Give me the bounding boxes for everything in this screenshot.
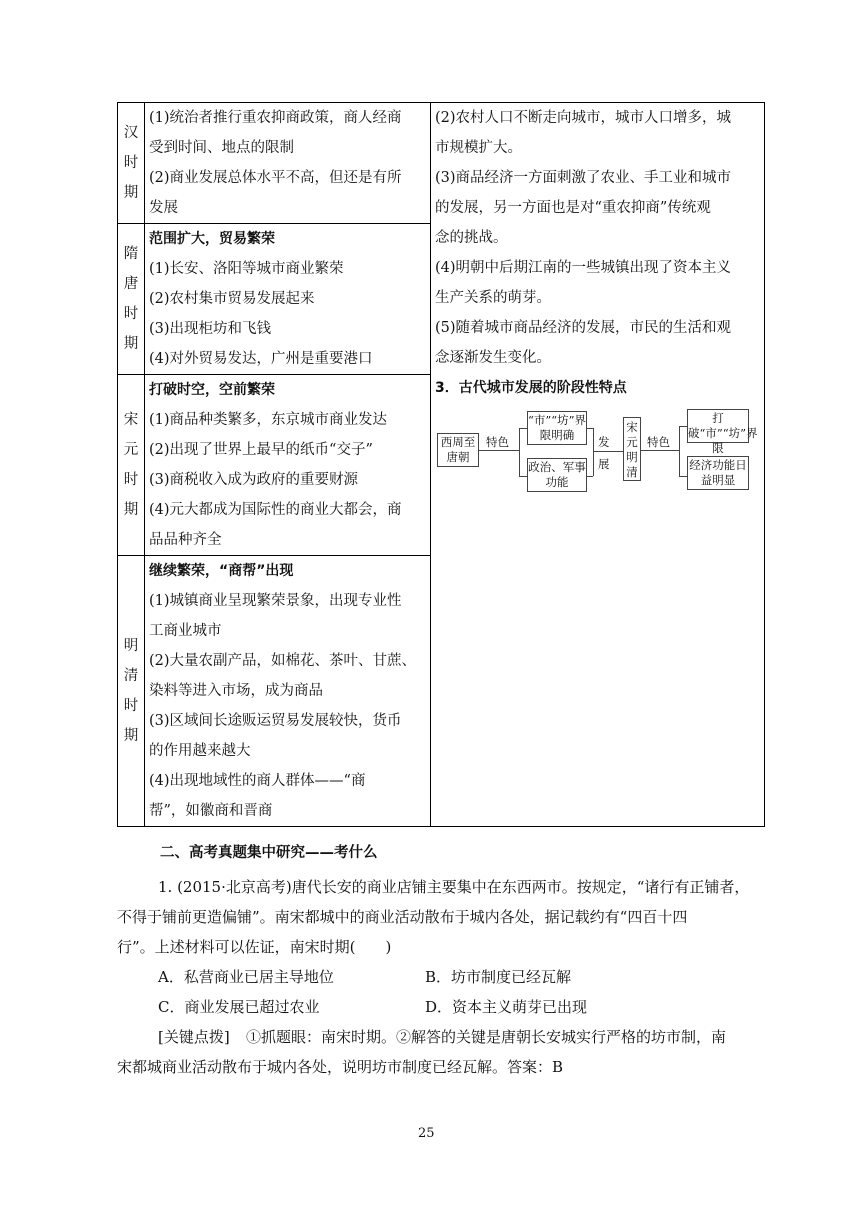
section-heading: 二、高考真题集中研究——考什么	[160, 845, 378, 861]
page-number: 25	[418, 1126, 435, 1141]
diagram-box-economic-function: 经济功能日益明显	[687, 456, 749, 490]
stage-features-heading: 3．古代城市发展的阶段性特点	[435, 380, 627, 396]
diagram-box-political-military: 政治、军事功能	[527, 458, 587, 492]
question-line-3: 行”。上述材料可以佐证，南宋时期( )	[117, 938, 392, 956]
option-a: A．私营商业已居主导地位	[158, 968, 334, 986]
commerce-history-table	[117, 102, 765, 827]
diagram-box-break-boundary: 打破“市”“坊”界限	[688, 411, 758, 455]
diagram-arrow-development: 发展	[598, 435, 610, 471]
option-d: D．资本主义萌芽已出现	[425, 998, 588, 1016]
option-c: C．商业发展已超过农业	[158, 998, 320, 1016]
era-sui-tang-content: 范围扩大，贸易繁荣 (1)长安、洛阳等城市商业繁荣 (2)农村集市贸易发展起来 (3)出现柜坊和飞钱 (4)对外贸易发达，广州是重要港口	[145, 224, 431, 375]
option-b: B．坊市制度已经瓦解	[425, 968, 572, 986]
era-ming-qing: 明 清 时 期	[118, 556, 145, 827]
diagram-label-feature-1: 特色	[486, 435, 509, 449]
key-hint-label: [关键点拨]	[158, 1028, 230, 1046]
city-development-diagram	[435, 411, 758, 511]
diagram-box-xizhou-tang: 西周至唐朝	[437, 433, 479, 467]
summary-column: (2)农村人口不断走向城市，城市人口增多，城 市规模扩大。 (3)商品经济一方面刺激了农业、手工业和城市 的发展，另一方面也是对“重农抑商”传统观 念的挑战。 (4)明朝中后期江南的一些城镇出现了资本主义 生产关系的萌芽。 (5)随着城市商品经济的发展，市民的生活和观 念逐渐发生变化。 3．古代城市发展的阶段性特点 西周至唐朝 特色 “市”“坊”界限明确 政治、军事功能 发展 宋元明清 特色 打破“市”“坊”界限 经济功能日益明显	[431, 103, 765, 827]
era-han-content: (1)统治者推行重农抑商政策，商人经商 受到时间、地点的限制 (2)商业发展总体水平不高，但还是有所 发展	[145, 103, 431, 224]
era-han: 汉 时 期	[118, 103, 145, 224]
era-sui-tang: 隋 唐 时 期	[118, 224, 145, 375]
question-line-1: 1. (2015·北京高考)唐代长安的商业店铺主要集中在东西两市。按规定，“诸行有正铺者，	[158, 878, 750, 896]
question-line-2: 不得于铺前更造偏铺”。南宋都城中的商业活动散布于城内各处，据记载约有“四百十四	[117, 908, 688, 926]
diagram-box-song-qing: 宋元明清	[623, 417, 641, 481]
key-hint-line-1: ①抓题眼：南宋时期。②解答的关键是唐朝长安城实行严格的坊市制，南	[246, 1028, 727, 1046]
era-ming-qing-content: 继续繁荣，“商帮”出现 (1)城镇商业呈现繁荣景象，出现专业性 工商业城市 (2)大量农副产品，如棉花、茶叶、甘蔗、 染料等进入市场，成为商品 (3)区域间长途贩运贸易发展较快，货币 的作用越来越大 (4)出现地域性的商人群体——“商 帮”，如徽商和晋商	[145, 556, 431, 827]
era-song-yuan-content: 打破时空，空前繁荣 (1)商品种类繁多，东京城市商业发达 (2)出现了世界上最早的纸币“交子” (3)商税收入成为政府的重要财源 (4)元大都成为国际性的商业大都会，商 品品种齐全	[145, 375, 431, 556]
diagram-box-shifang-boundary: “市”“坊”界限明确	[527, 411, 587, 445]
key-hint-line-2: 宋都城商业活动散布于城内各处，说明坊市制度已经瓦解。答案：B	[117, 1058, 564, 1076]
diagram-label-feature-2: 特色	[647, 435, 670, 449]
era-song-yuan: 宋 元 时 期	[118, 375, 145, 556]
